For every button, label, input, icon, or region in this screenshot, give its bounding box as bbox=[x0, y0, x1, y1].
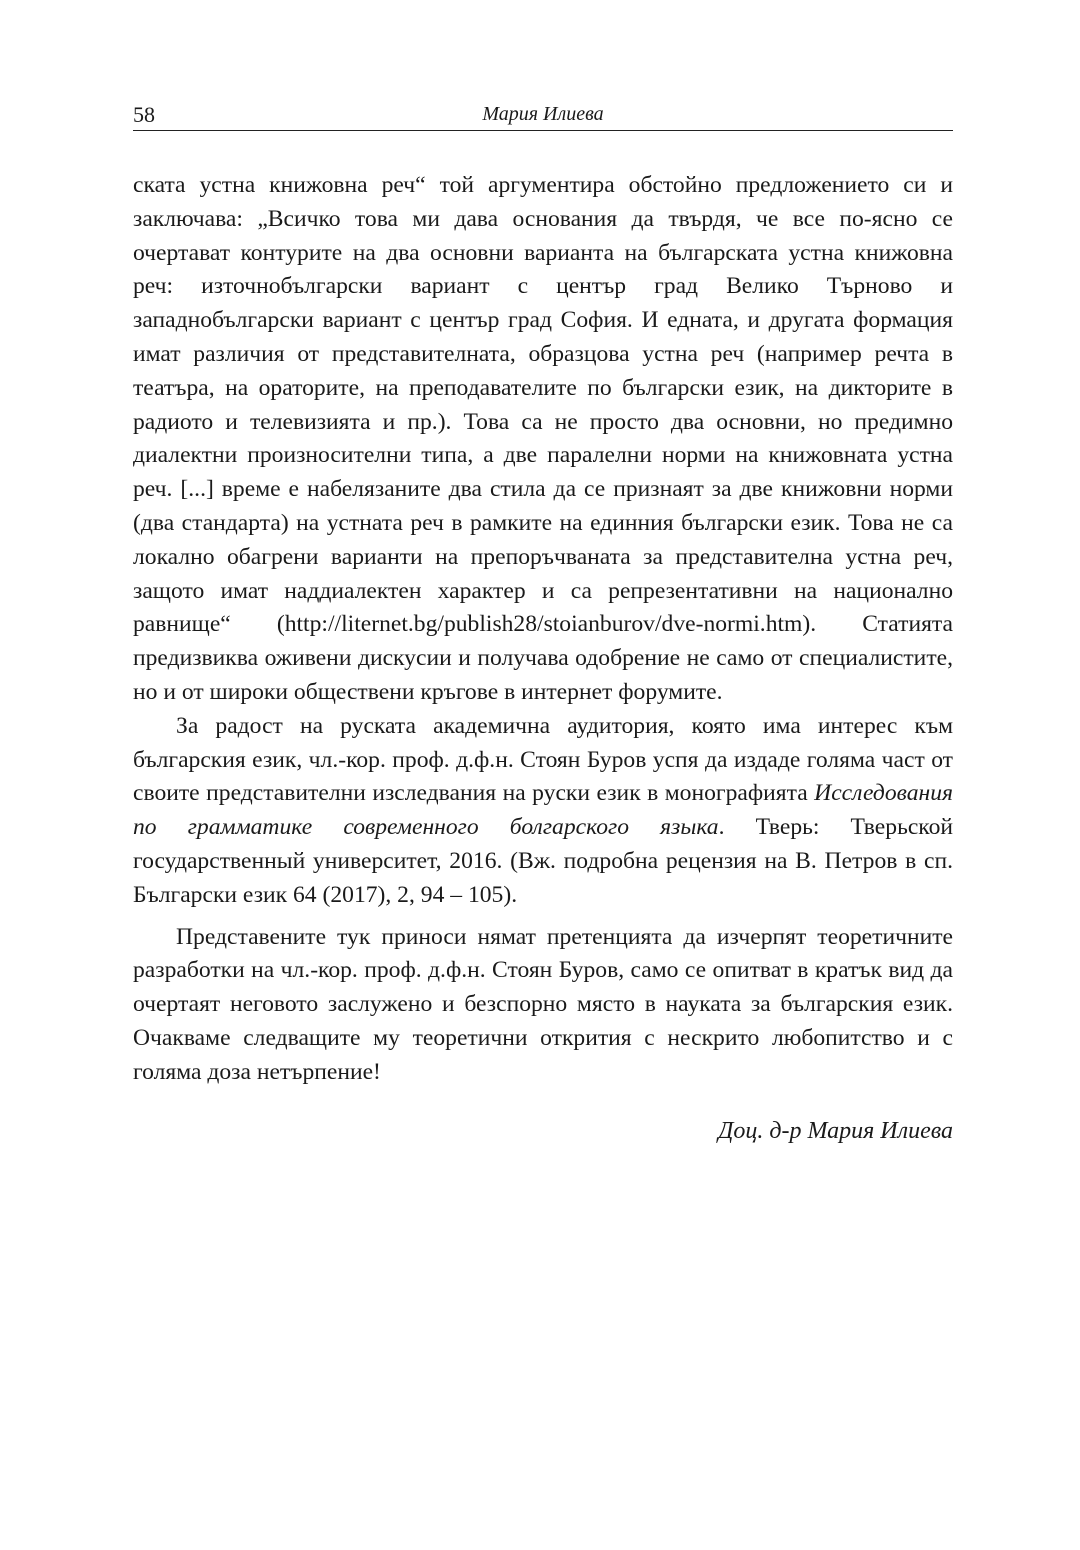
book-page bbox=[133, 100, 953, 1145]
page-number: 58 bbox=[133, 102, 155, 127]
author-signature: Доц. д-р Мария Илиева bbox=[718, 1117, 953, 1144]
running-title: Мария Илиева bbox=[482, 103, 604, 125]
body-text bbox=[133, 169, 953, 1145]
paragraph-conclusion: Представените тук приноси нямат претенцията да изчерпят теоретичните разработки на чл.-кор. проф. д.ф.н. Стоян Буров, само се опитват в кратък вид да очертаят неговото заслужено и безспорно място в науката за българския език. Очакваме следващите му теоретични открития с нескрито любопитство и с голяма доза нетърпение! bbox=[133, 923, 953, 1085]
book-title: Исследования по грамматике современного болгарского языка bbox=[133, 780, 953, 841]
paragraph-quote: ската устна книжовна реч“ той аргументира обстойно предложението си и заключава: „Всичко това ми дава основания да твърдя, че все по-ясно се очертават контурите на два основни варианта на българската устна книжовна реч: източнобългарски вариант с център град Велико Търново и западнобългарски вариант с център град София. И едната, и другата формация имат различия от представителната, образцова устна реч (например речта в театъра, на ораторите, на преподавателите по български език, на дикторите в радиото и телевизията и пр.). Това са не просто два основни, но предимно диалектни произносителни типа, а две паралелни норми на книжовната устна реч. [...] време е набелязаните два стила да се признаят за две книжовни норми (два стандарта) на устната реч в рамките на единния български език. Това не са локално обагрени варианти на препоръчваната за представителна устна реч, защото имат наддиалектен характер и са репрезентативни на национално равнище“ (http://liternet.bg/publish28/stoianburov/dve-normi.htm). Статията предизвиква оживени дискусии и получава одобрение не само от специалистите, но и от широки обществени кръгове в интернет форумите. bbox=[133, 172, 953, 705]
paragraph-monograph bbox=[133, 710, 953, 913]
paragraph-text: За радост на руската академична аудитория, която има интерес към българския език, чл.-кор. проф. д.ф.н. Стоян Буров успя да издаде голяма част от своите представителни изследвания на руски език в монографията bbox=[133, 712, 953, 807]
page-header bbox=[133, 100, 953, 131]
paragraph-text: . Тверь: Тверьской государственный университет, 2016. (Вж. подробна рецензия на В. Петров в сп. Български език 64 (2017), 2, 94 – 105). bbox=[133, 814, 953, 908]
